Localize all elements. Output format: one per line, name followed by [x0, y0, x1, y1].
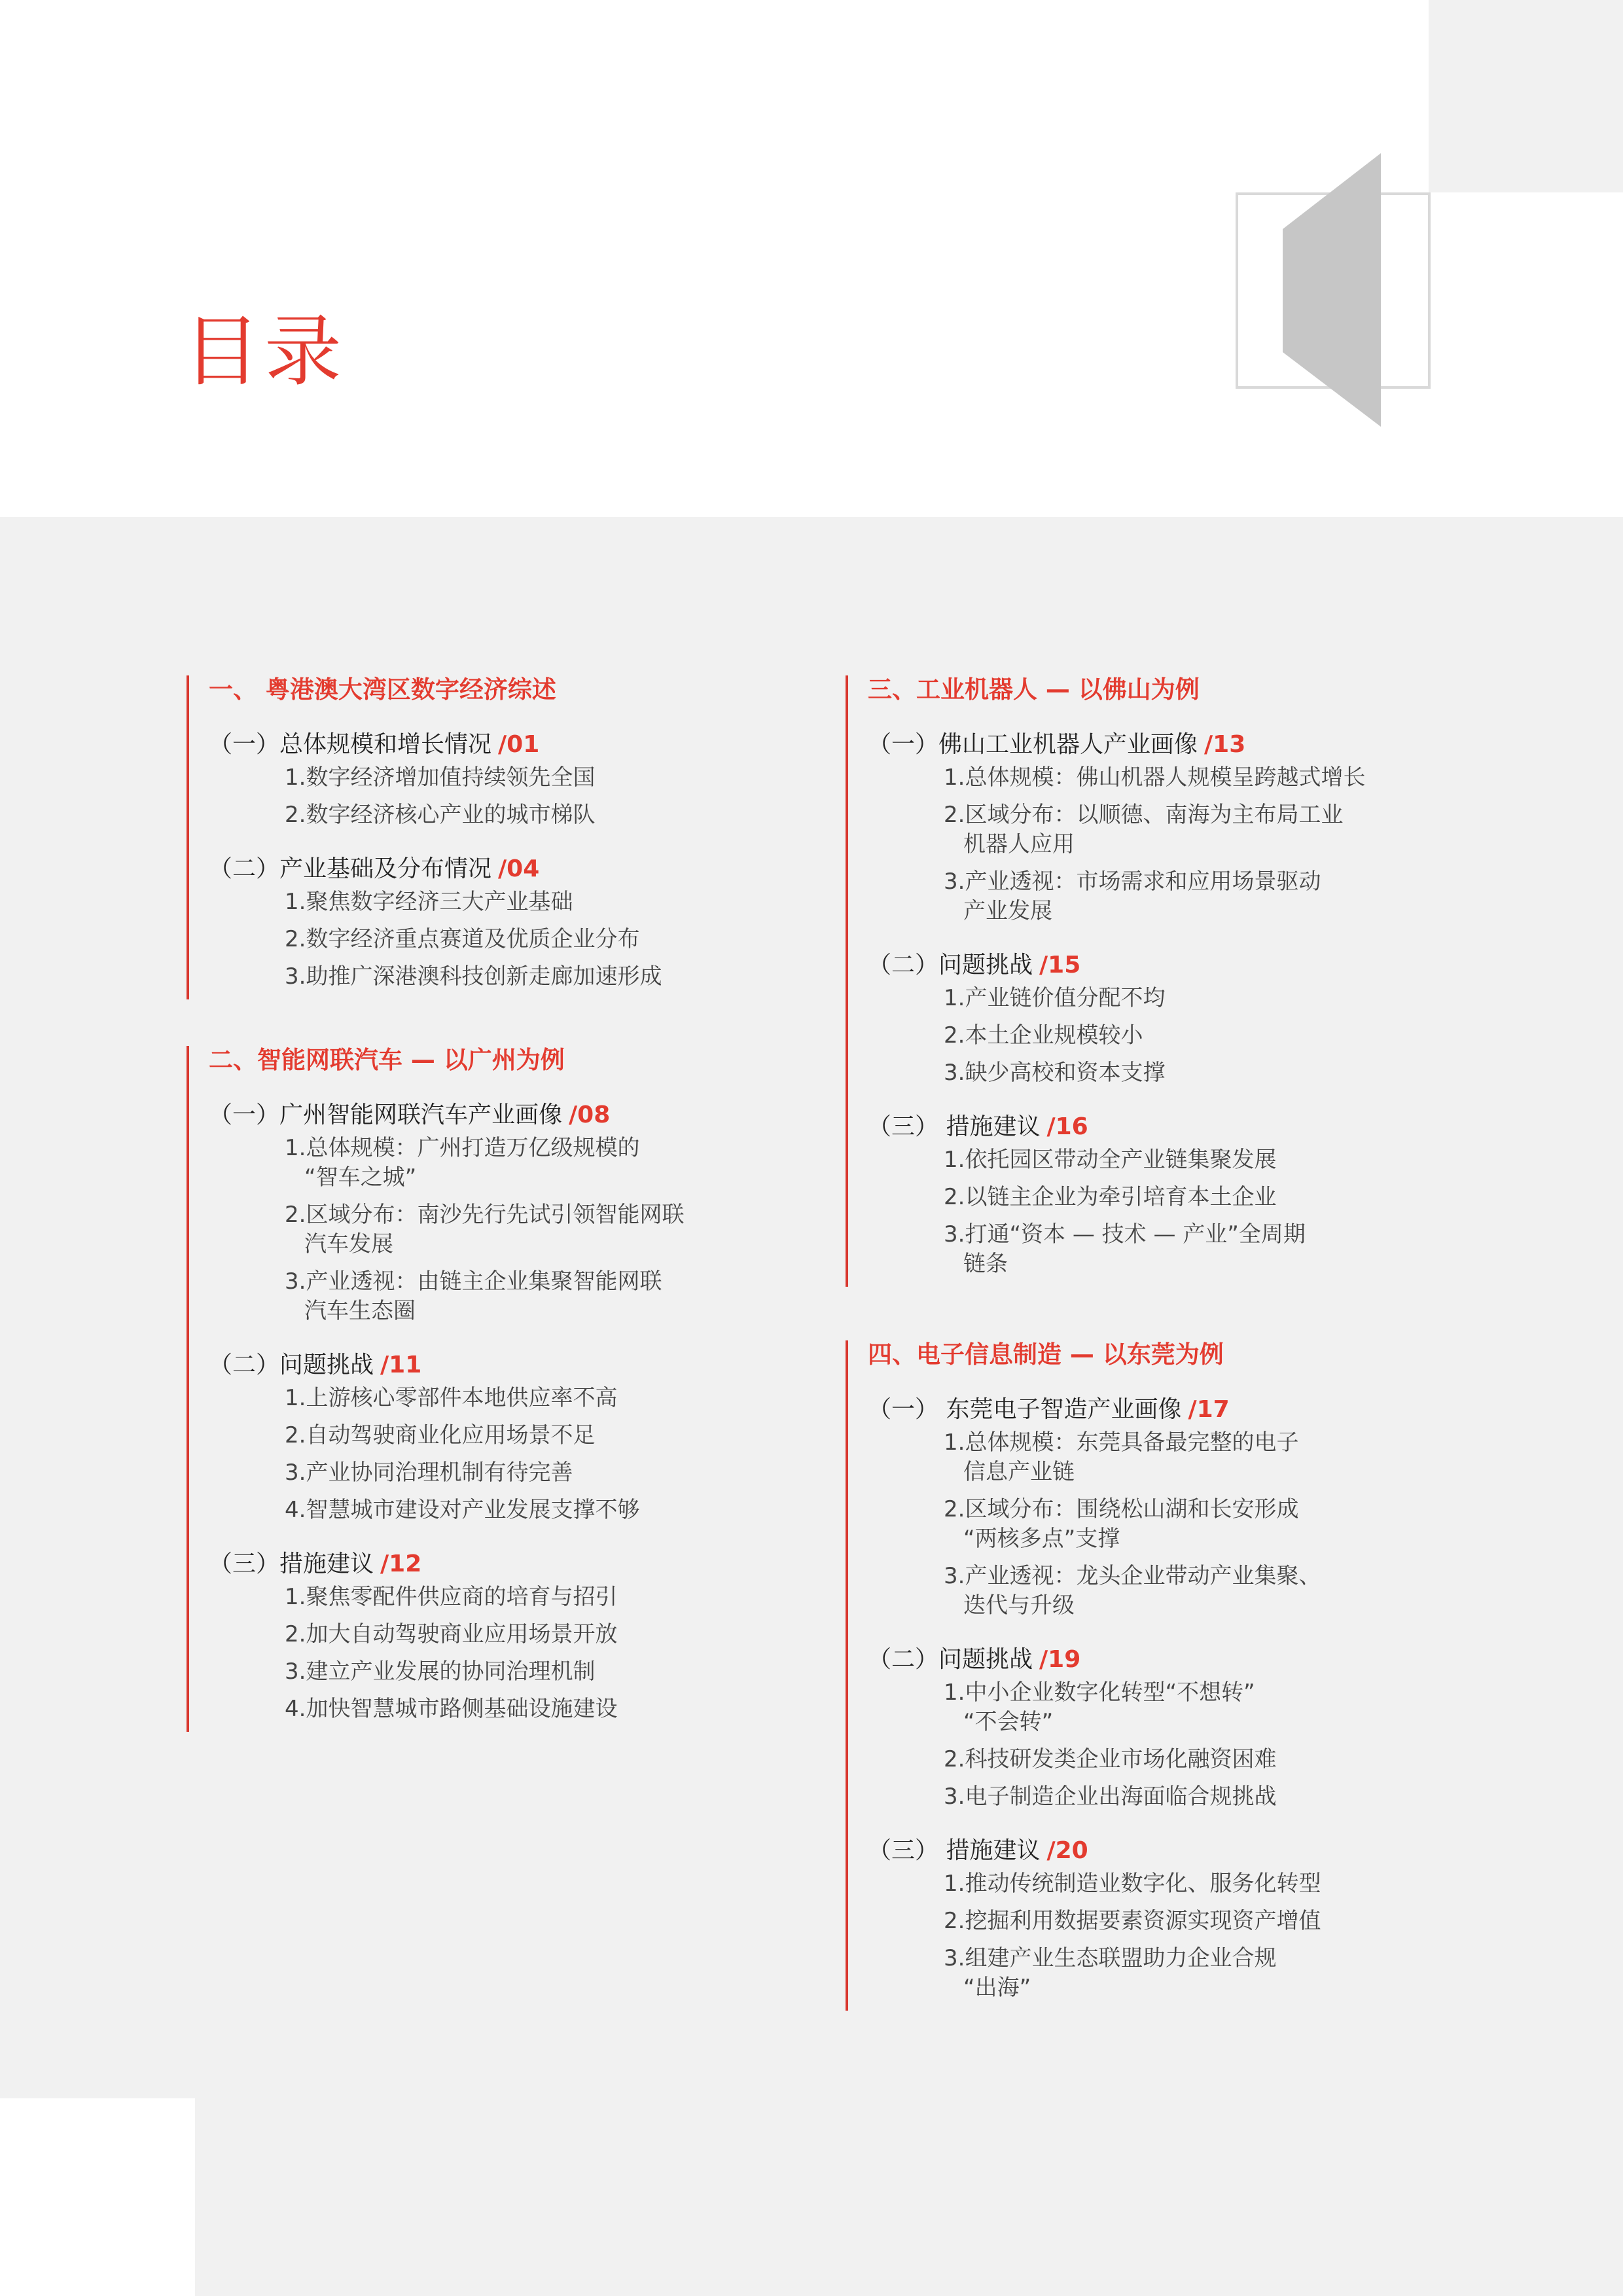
subsection-title: （三） 措施建议	[868, 1113, 1041, 1140]
toc-subsection	[868, 1394, 1500, 1628]
toc-section-3	[846, 675, 1500, 1287]
toc-item[interactable]: 1.聚焦数字经济三大产业基础	[285, 889, 573, 915]
subsection-title: （一）总体规模和增长情况	[209, 731, 492, 758]
toc-column-left	[187, 677, 776, 999]
toc-item[interactable]: 1.总体规模：广州打造万亿级规模的 “智车之城”	[285, 1135, 640, 1191]
toc-item[interactable]: 3.缺少高校和资本支撑	[944, 1060, 1166, 1086]
subsection-heading[interactable]	[868, 1644, 1500, 1678]
toc-item[interactable]: 1.总体规模：东莞具备最完整的电子 信息产业链	[944, 1429, 1299, 1485]
subsection-heading[interactable]	[209, 1100, 776, 1134]
subsection-heading[interactable]	[209, 729, 776, 763]
toc-item[interactable]: 1.数字经济增加值持续领先全国	[285, 764, 596, 791]
subsection-heading[interactable]	[868, 729, 1500, 763]
toc-item[interactable]: 3.组建产业生态联盟助力企业合规 “出海”	[944, 1945, 1277, 2001]
subsection-heading[interactable]	[868, 1835, 1500, 1869]
toc-subsection	[868, 1111, 1500, 1287]
toc-item[interactable]: 2.区域分布：围绕松山湖和长安形成 “两核多点”支撑	[944, 1496, 1299, 1552]
toc-subsection	[868, 1835, 1500, 2011]
section-accent-bar	[846, 675, 848, 1287]
page-number: /15	[1039, 952, 1081, 978]
toc-item[interactable]: 3.产业透视：龙头企业带动产业集聚、 迭代与升级	[944, 1563, 1321, 1619]
subsection-heading[interactable]	[209, 853, 776, 888]
subsection-title: （二）问题挑战	[868, 952, 1033, 978]
toc-item[interactable]: 3.产业透视：由链主企业集聚智能网联 汽车生态圈	[285, 1268, 662, 1324]
subsection-heading[interactable]	[209, 1350, 776, 1384]
subsection-title: （三）措施建议	[209, 1551, 374, 1577]
page-number: /01	[498, 731, 540, 758]
toc-subsection	[209, 1100, 776, 1334]
toc-column-right	[846, 677, 1500, 1287]
toc-item[interactable]: 1.上游核心零部件本地供应率不高	[285, 1385, 618, 1411]
section-accent-bar	[187, 1046, 189, 1732]
decorative-graphic	[0, 0, 1623, 524]
toc-column-left-2	[187, 1047, 776, 1732]
subsection-heading[interactable]	[868, 1394, 1500, 1428]
toc-item[interactable]: 1.总体规模：佛山机器人规模呈跨越式增长	[944, 764, 1366, 791]
toc-item[interactable]: 3.产业协同治理机制有待完善	[285, 1460, 573, 1486]
toc-item[interactable]: 2.区域分布：以顺德、南海为主布局工业 机器人应用	[944, 802, 1344, 857]
toc-item[interactable]: 2.以链主企业为牵引培育本土企业	[944, 1184, 1277, 1210]
page-number: /16	[1046, 1113, 1088, 1140]
toc-subsection	[868, 950, 1500, 1096]
page-number: /12	[380, 1551, 422, 1577]
section-accent-bar	[187, 675, 189, 999]
page-number: /08	[569, 1102, 611, 1128]
toc-item[interactable]: 3.电子制造企业出海面临合规挑战	[944, 1784, 1277, 1810]
section-title[interactable]: 一、 粤港澳大湾区数字经济综述	[209, 675, 556, 704]
section-accent-bar	[846, 1340, 848, 2011]
toc-item[interactable]: 3.打通“资本 — 技术 — 产业”全周期 链条	[944, 1221, 1306, 1277]
toc-item[interactable]: 3.建立产业发展的协同治理机制	[285, 1659, 596, 1685]
subsection-heading[interactable]	[868, 950, 1500, 984]
page-number: /17	[1188, 1396, 1230, 1423]
toc-subsection	[209, 729, 776, 838]
section-title[interactable]: 三、工业机器人 — 以佛山为例	[868, 675, 1200, 704]
subsection-title: （二）产业基础及分布情况	[209, 855, 492, 882]
toc-item[interactable]: 4.加快智慧城市路侧基础设施建设	[285, 1696, 618, 1722]
toc-item[interactable]: 1.依托园区带动全产业链集聚发展	[944, 1147, 1277, 1173]
toc-subsection	[209, 1549, 776, 1732]
toc-item[interactable]: 2.数字经济重点赛道及优质企业分布	[285, 926, 640, 952]
page-number: /04	[498, 855, 540, 882]
subsection-title: （一） 东莞电子智造产业画像	[868, 1396, 1182, 1423]
subsection-title: （二）问题挑战	[868, 1646, 1033, 1673]
toc-item[interactable]: 3.助推广深港澳科技创新走廊加速形成	[285, 963, 662, 990]
toc-subsection	[868, 1644, 1500, 1820]
subsection-title: （三） 措施建议	[868, 1837, 1041, 1864]
toc-item[interactable]: 1.产业链价值分配不均	[944, 985, 1166, 1011]
toc-item[interactable]: 2.区域分布：南沙先行先试引领智能网联 汽车发展	[285, 1202, 685, 1257]
toc-section-4	[846, 1340, 1500, 2011]
subsection-heading[interactable]	[209, 1549, 776, 1583]
subsection-title: （二）问题挑战	[209, 1352, 374, 1378]
toc-section-2	[187, 1046, 776, 1732]
toc-item[interactable]: 1.推动传统制造业数字化、服务化转型	[944, 1871, 1321, 1897]
subsection-title: （一）佛山工业机器人产业画像	[868, 731, 1198, 758]
page-number: /20	[1046, 1837, 1088, 1864]
toc-item[interactable]: 2.自动驾驶商业化应用场景不足	[285, 1422, 596, 1448]
toc-item[interactable]: 4.智慧城市建设对产业发展支撑不够	[285, 1497, 640, 1523]
page-number: /13	[1204, 731, 1246, 758]
page-title: 目录	[183, 306, 346, 397]
toc-item[interactable]: 2.挖掘利用数据要素资源实现资产增值	[944, 1908, 1321, 1934]
page-number: /11	[380, 1352, 422, 1378]
toc-subsection	[209, 853, 776, 999]
toc-subsection	[209, 1350, 776, 1533]
toc-column-right-2	[846, 1342, 1500, 2011]
section-title[interactable]: 四、电子信息制造 — 以东莞为例	[868, 1340, 1224, 1369]
toc-item[interactable]: 2.数字经济核心产业的城市梯队	[285, 802, 596, 828]
toc-item[interactable]: 2.加大自动驾驶商业应用场景开放	[285, 1621, 618, 1647]
toc-item[interactable]: 1.中小企业数字化转型“不想转” “不会转”	[944, 1679, 1255, 1735]
page-number: /19	[1039, 1646, 1081, 1673]
toc-section-1	[187, 675, 776, 999]
toc-item[interactable]: 1.聚焦零配件供应商的培育与招引	[285, 1584, 618, 1610]
subsection-heading[interactable]	[868, 1111, 1500, 1145]
subsection-title: （一）广州智能网联汽车产业画像	[209, 1102, 563, 1128]
toc-item[interactable]: 2.本土企业规模较小	[944, 1022, 1143, 1049]
toc-item[interactable]: 3.产业透视：市场需求和应用场景驱动 产业发展	[944, 869, 1321, 924]
section-title[interactable]: 二、智能网联汽车 — 以广州为例	[209, 1046, 565, 1074]
corner-block-bottom-left	[0, 2098, 195, 2296]
toc-item[interactable]: 2.科技研发类企业市场化融资困难	[944, 1746, 1277, 1772]
toc-subsection	[868, 729, 1500, 934]
